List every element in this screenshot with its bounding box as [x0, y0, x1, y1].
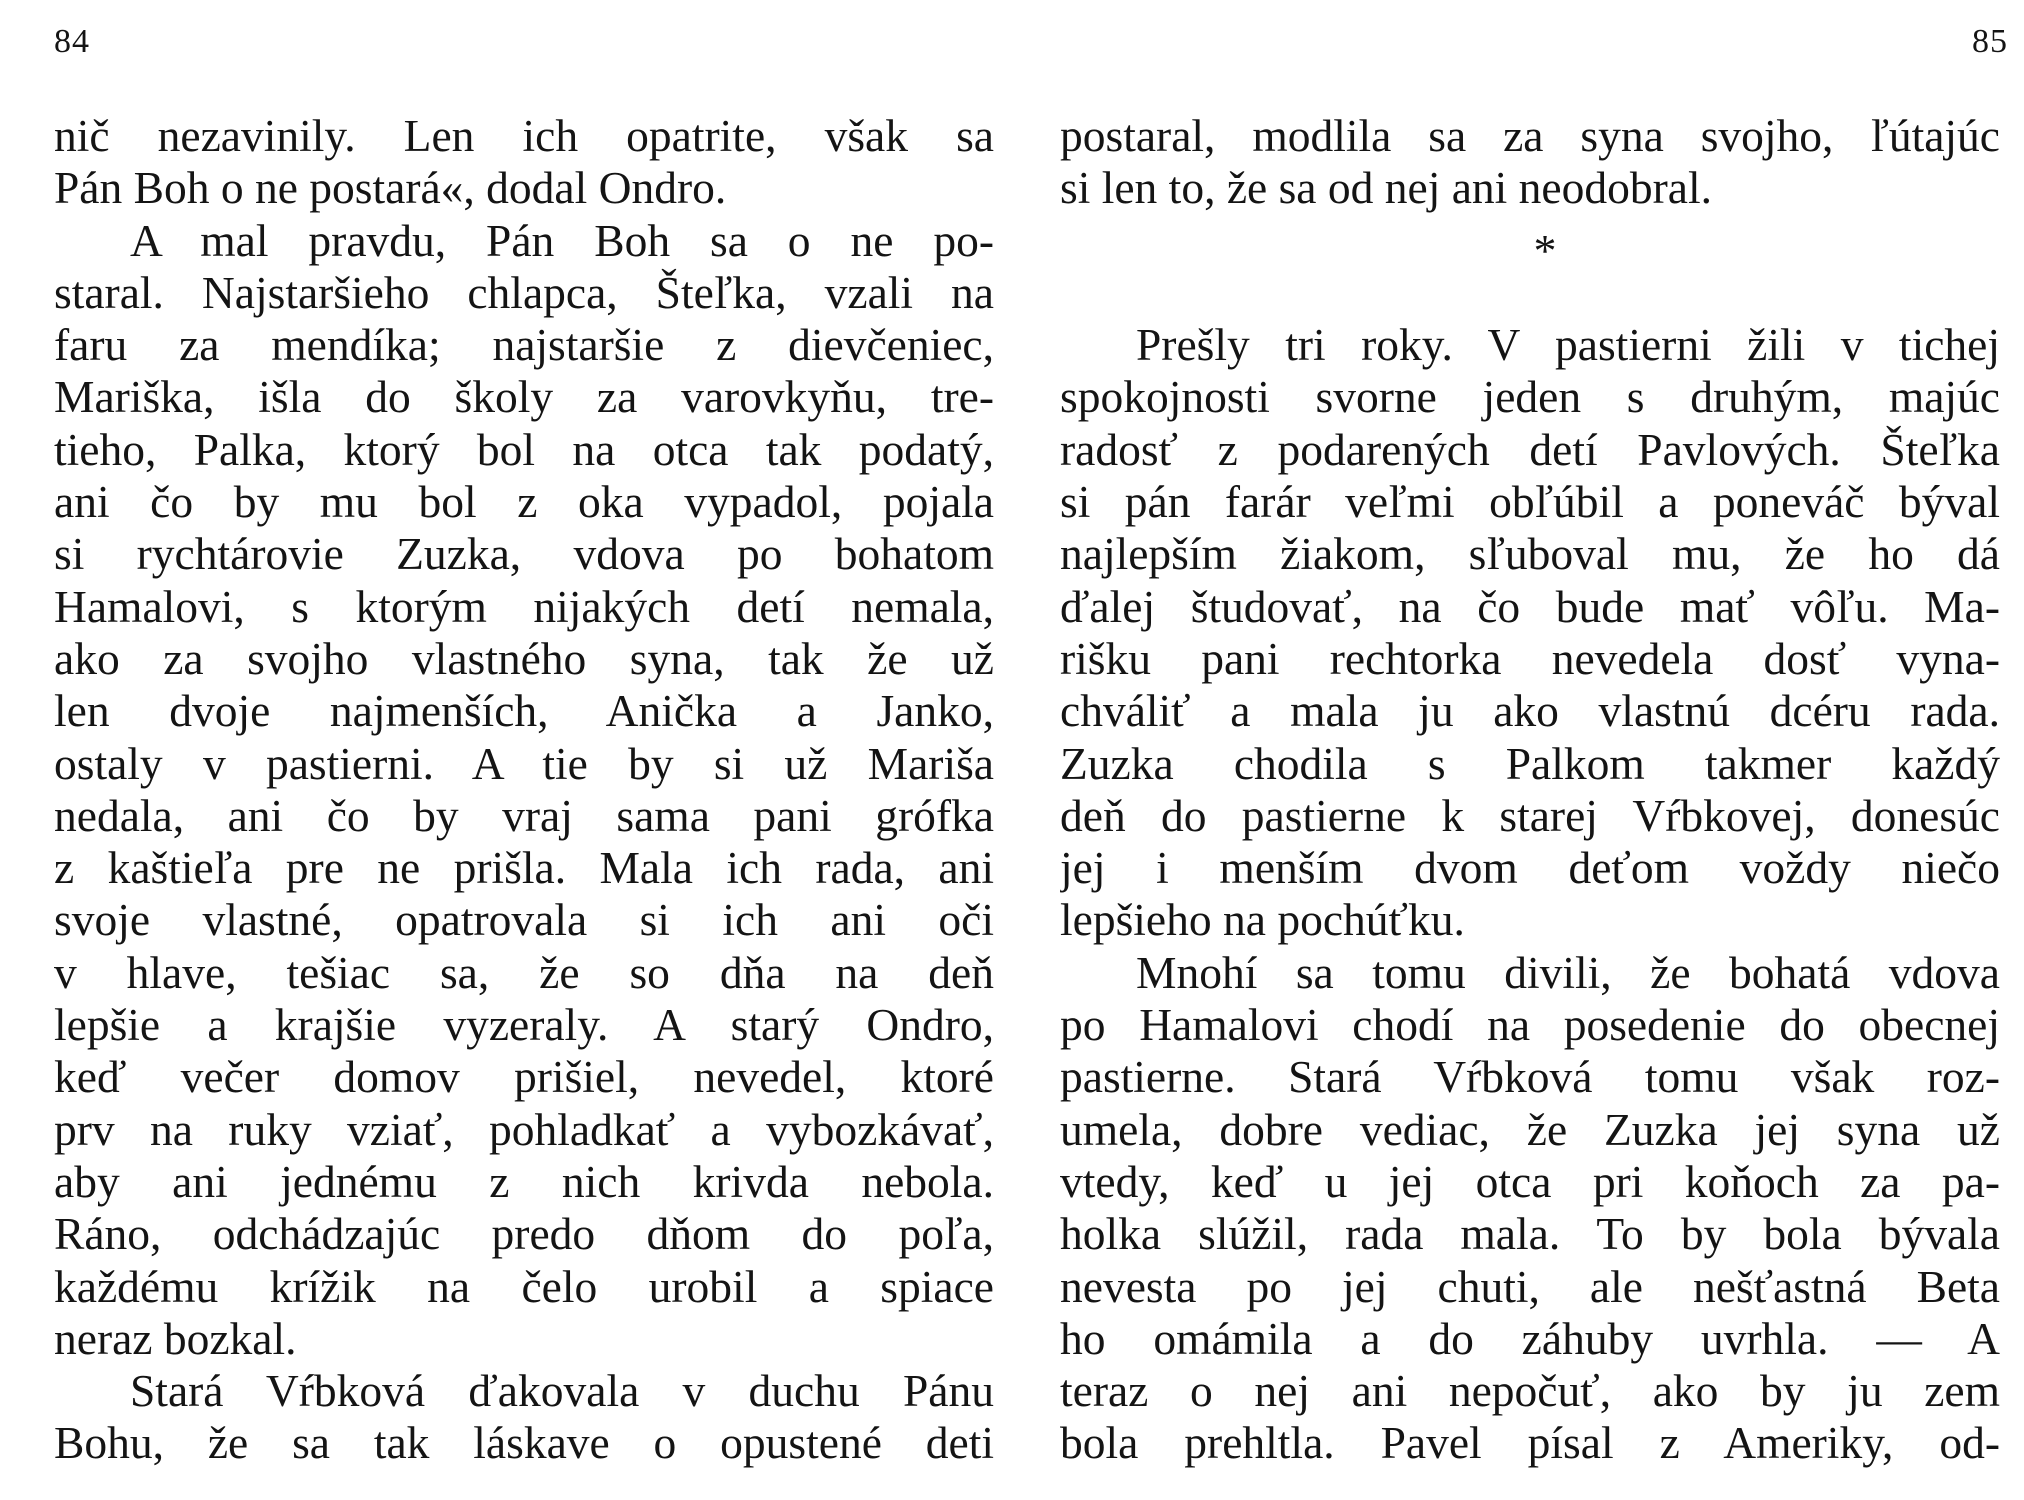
- text-line: keď večer domov prišiel, nevedel, ktoré: [54, 1051, 994, 1103]
- text-line: lepšie a krajšie vyzeraly. A starý Ondro,: [54, 999, 994, 1051]
- text-line: Ráno, odchádzajúc predo dňom do poľa,: [54, 1208, 994, 1260]
- text-line: Mnohí sa tomu divili, že bohatá vdova: [1136, 946, 2000, 998]
- page-number-right: 85: [1972, 23, 2008, 60]
- text-line: deň do pastierne k starej Vŕbkovej, donesúc: [1060, 789, 2000, 841]
- text-line: v hlave, tešiac sa, že so dňa na deň: [54, 946, 994, 998]
- text-line: Bohu, že sa tak láskave o opustené deti: [54, 1417, 994, 1469]
- text-line: postaral, modlila sa za syna svojho, ľútajúc: [1060, 110, 2000, 161]
- text-line: chváliť a mala ju ako vlastnú dcéru rada.: [1060, 685, 2000, 737]
- text-line: bola prehltla. Pavel písal z Ameriky, od-: [1060, 1417, 2000, 1469]
- text-line: Hamalovi, s ktorým nijakých detí nemala,: [54, 580, 994, 632]
- text-line: staral. Najstaršieho chlapca, Šteľka, vzali na: [54, 266, 994, 318]
- text-line: si pán farár veľmi obľúbil a poneváč býval: [1060, 476, 2000, 528]
- text-line: rišku pani rechtorka nevedela dosť vyna-: [1060, 632, 2000, 684]
- text-line: po Hamalovi chodí na posedenie do obecnej: [1060, 999, 2000, 1051]
- text-line: lepšieho na pochúťku.: [1060, 894, 1465, 946]
- text-line: si rychtárovie Zuzka, vdova po bohatom: [54, 528, 994, 580]
- text-line: z kaštieľa pre ne prišla. Mala ich rada, ani: [54, 842, 994, 894]
- text-line: spokojnosti svorne jeden s druhým, majúc: [1060, 371, 2000, 423]
- page-number-left: 84: [54, 23, 90, 60]
- text-line: si len to, že sa od nej ani neodobral.: [1060, 162, 1712, 214]
- text-line: najlepším žiakom, sľuboval mu, že ho dá: [1060, 528, 2000, 580]
- left-page-text-column: [54, 110, 994, 1470]
- text-line: ani čo by mu bol z oka vypadol, pojala: [54, 476, 994, 528]
- text-line: Mariška, išla do školy za varovkyňu, tre-: [54, 371, 994, 423]
- text-line: tieho, Palka, ktorý bol na otca tak podatý,: [54, 423, 994, 475]
- text-line: jej i menším dvom deťom voždy niečo: [1060, 842, 2000, 894]
- text-line: ďalej študovať, na čo bude mať vôľu. Ma-: [1060, 580, 2000, 632]
- text-line: vtedy, keď u jej otca pri koňoch za pa-: [1060, 1155, 2000, 1207]
- text-line: aby ani jednému z nich krivda nebola.: [54, 1155, 994, 1207]
- text-line: nič nezavinily. Len ich opatrite, však sa: [54, 110, 994, 161]
- text-line: ho omámila a do záhuby uvrhla. — A: [1060, 1312, 2000, 1364]
- text-line: pastierne. Stará Vŕbková tomu však roz-: [1060, 1051, 2000, 1103]
- text-line: nevesta po jej chuti, ale nešťastná Beta: [1060, 1260, 2000, 1312]
- text-line: A mal pravdu, Pán Boh sa o ne po-: [130, 214, 994, 266]
- text-line: len dvoje najmenších, Anička a Janko,: [54, 685, 994, 737]
- text-line: faru za mendíka; najstaršie z dievčeniec,: [54, 319, 994, 371]
- section-break-asterisk: *: [1533, 224, 1557, 276]
- right-page-text-column: [1060, 110, 2000, 1470]
- text-line: umela, dobre vediac, že Zuzka jej syna už: [1060, 1103, 2000, 1155]
- text-line: nedala, ani čo by vraj sama pani grófka: [54, 789, 994, 841]
- text-line: Pán Boh o ne postará«, dodal Ondro.: [54, 162, 727, 214]
- text-line: holka slúžil, rada mala. To by bola bývala: [1060, 1208, 2000, 1260]
- text-line: radosť z podarených detí Pavlových. Šteľka: [1060, 423, 2000, 475]
- text-line: ako za svojho vlastného syna, tak že už: [54, 632, 994, 684]
- text-line: ostaly v pastierni. A tie by si už Mariša: [54, 737, 994, 789]
- text-line: Zuzka chodila s Palkom takmer každý: [1060, 737, 2000, 789]
- text-line: každému krížik na čelo urobil a spiace: [54, 1260, 994, 1312]
- text-line: Stará Vŕbková ďakovala v duchu Pánu: [130, 1365, 994, 1417]
- text-line: neraz bozkal.: [54, 1312, 297, 1364]
- text-line: svoje vlastné, opatrovala si ich ani oči: [54, 894, 994, 946]
- text-line: teraz o nej ani nepočuť, ako by ju zem: [1060, 1365, 2000, 1417]
- blank-line: [1060, 267, 2000, 319]
- text-line: Prešly tri roky. V pastierni žili v tichej: [1136, 319, 2000, 371]
- text-line: prv na ruky vziať, pohladkať a vybozkávať,: [54, 1103, 994, 1155]
